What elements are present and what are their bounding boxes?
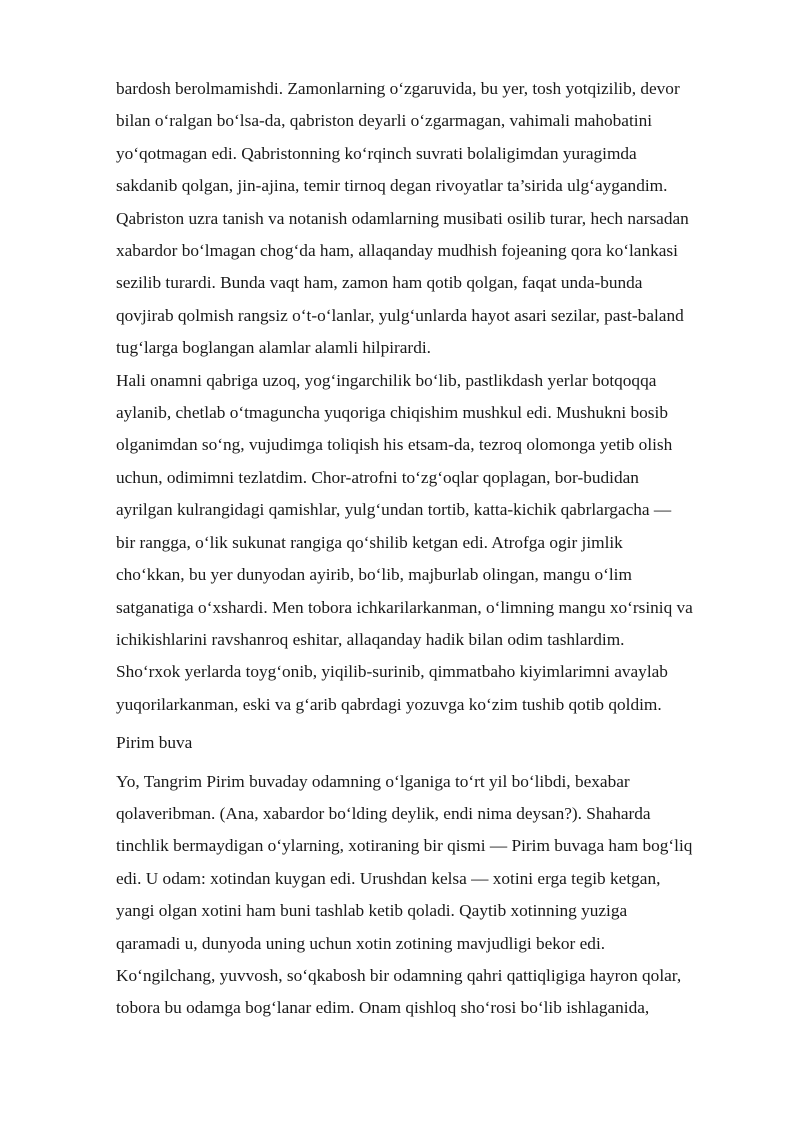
text-line: qovjirab qolmish rangsiz o‘t-o‘lanlar, yulg‘unlarda hayot asari sezilar, past-baland <box>116 305 684 325</box>
text-line: ichikishlarini ravshanroq eshitar, allaqanday hadik bilan odim tashlardim. <box>116 629 625 649</box>
paragraph-3 <box>116 656 748 721</box>
document-page <box>116 73 748 1025</box>
text-line: tobora bu odamga bog‘lanar edim. Onam qishloq sho‘rosi bo‘lib ishlaganida, <box>116 998 650 1018</box>
text-line: sezilib turardi. Bunda vaqt ham, zamon ham qotib qolgan, faqat unda-bunda <box>116 273 643 293</box>
text-line: bardosh berolmamishdi. Zamonlarning o‘zgaruvida, bu yer, tosh yotqizilib, devor <box>116 79 680 98</box>
text-line: olganimdan so‘ng, vujudimga toliqish his etsam-da, tezroq olomonga yetib olish <box>116 435 673 455</box>
text-line: yo‘qotmagan edi. Qabristonning ko‘rqinch suvrati bolaligimdan yuragimda <box>116 143 637 163</box>
text-line: tug‘larga boglangan alamlar alamli hilpirardi. <box>116 338 431 358</box>
text-line: Ko‘ngilchang, yuvvosh, so‘qkabosh bir odamning qahri qattiqligiga hayron qolar, <box>116 965 682 985</box>
text-line: Qabriston uzra tanish va notanish odamlarning musibati osilib turar, hech narsadan <box>116 208 689 228</box>
text-line: sakdanib qolgan, jin-ajina, temir tirnoq degan rivoyatlar ta’sirida ulg‘aygandim. <box>116 176 668 196</box>
text-line: cho‘kkan, bu yer dunyodan ayirib, bo‘lib, majburlab olingan, mangu o‘lim <box>116 565 632 585</box>
text-line: Yo, Tangrim Pirim buvaday odamning o‘lganiga to‘rt yil bo‘libdi, bexabar <box>116 771 630 791</box>
text-line: Sho‘rxok yerlarda toyg‘onib, yiqilib-surinib, qimmatbaho kiyimlarimni avaylab <box>116 662 668 682</box>
text-line: yuqorilarkanman, eski va g‘arib qabrdagi yozuvga ko‘zim tushib qotib qoldim. <box>116 694 662 714</box>
text-line: bilan o‘ralgan bo‘lsa-da, qabriston deyarli o‘zgarmagan, vahimali mahobatini <box>116 111 653 131</box>
text-line: tinchlik bermaydigan o‘ylarning, xotiraning bir qismi — Pirim buvaga ham bog‘liq <box>116 836 693 856</box>
text-line: ayrilgan kulrangidagi qamishlar, yulg‘undan tortib, katta-kichik qabrlargacha — <box>116 500 672 520</box>
text-line: bir rangga, o‘lik sukunat rangiga qo‘shilib ketgan edi. Atrofga ogir jimlik <box>116 532 623 552</box>
text-line: edi. U odam: xotindan kuygan edi. Urushdan kelsa — xotini erga tegib ketgan, <box>116 868 661 888</box>
section-heading: Pirim buva <box>116 733 193 753</box>
paragraph-2 <box>116 365 748 657</box>
paragraph-4 <box>116 766 748 1025</box>
text-line: xabardor bo‘lmagan chog‘da ham, allaqanday mudhish fojeaning qora ko‘lankasi <box>116 241 678 261</box>
text-line: qaramadi u, dunyoda uning uchun xotin zotining mavjudligi bekor edi. <box>116 933 606 953</box>
text-line: Hali onamni qabriga uzoq, yog‘ingarchilik bo‘lib, pastlikdash yerlar botqoqqa <box>116 370 657 390</box>
paragraph-1 <box>116 73 748 365</box>
text-line: uchun, odimimni tezlatdim. Chor-atrofni to‘zg‘oqlar qoplagan, bor-budidan <box>116 467 639 487</box>
text-line: satganatiga o‘xshardi. Men tobora ichkarilarkanman, o‘limning mangu xo‘rsiniq va <box>116 597 693 617</box>
text-line: qolaveribman. (Ana, xabardor bo‘lding deylik, endi nima deysan?). Shaharda <box>116 803 651 823</box>
text-line: aylanib, chetlab o‘tmaguncha yuqoriga chiqishim mushkul edi. Mushukni bosib <box>116 403 668 423</box>
text-line: yangi olgan xotini ham buni tashlab ketib qoladi. Qaytib xotinning yuziga <box>116 901 628 921</box>
